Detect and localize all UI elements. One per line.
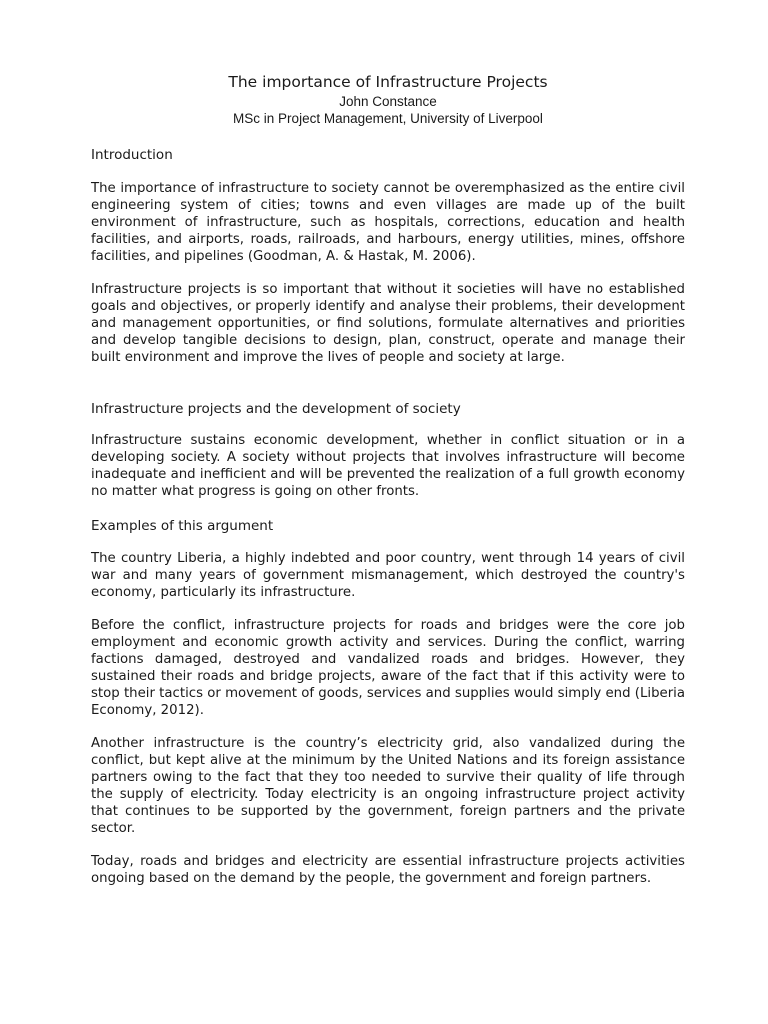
heading-development-of-society: Infrastructure projects and the development of society xyxy=(91,401,461,417)
heading-introduction: Introduction xyxy=(91,147,173,163)
paragraph-intro-2: Infrastructure projects is so important that without it societies will have no established goals and objectives, or properly identify and analyse their problems, their development and management opportunities, or find solutions, formulate alternatives and priorities and develop tangible decisions to design, plan, construct, operate and manage their built environment and improve the lives of people and society at large. xyxy=(91,282,685,365)
paragraph-development: Infrastructure sustains economic development, whether in conflict situation or in a developing society. A society without projects that involves infrastructure will become inadequate and inefficient and will be prevented the realization of a full growth economy no matter what progress is going on other fronts. xyxy=(91,433,685,499)
heading-examples: Examples of this argument xyxy=(91,518,274,534)
document-title: The importance of Infrastructure Projects xyxy=(228,73,548,91)
paragraph-liberia: The country Liberia, a highly indebted and poor country, went through 14 years of civil war and many years of government mismanagement, which destroyed the country's economy, particularly its infrastructure. xyxy=(91,551,685,600)
paragraph-intro-1: The importance of infrastructure to society cannot be overemphasized as the entire civil engineering system of cities; towns and even villages are made up of the built environment of infrastructure, such as hospitals, corrections, education and health facilities, and airports, roads, railroads, and harbours, energy utilities, mines, offshore facilities, and pipelines (Goodman, A. & Hastak, M. 2006). xyxy=(91,181,685,264)
author-affiliation: MSc in Project Management, University of Liverpool xyxy=(233,111,543,126)
paragraph-before-conflict: Before the conflict, infrastructure projects for roads and bridges were the core job employment and economic growth activity and services. During the conflict, warring factions damaged, destroyed and vandalized roads and bridges. However, they sustained their roads and bridge projects, aware of the fact that if this activity were to stop their tactics or movement of goods, services and supplies would simply end (Liberia Economy, 2012). xyxy=(91,618,685,718)
paragraph-today: Today, roads and bridges and electricity are essential infrastructure projects activities ongoing based on the demand by the people, the government and foreign partners. xyxy=(91,854,685,886)
paragraph-electricity: Another infrastructure is the country’s electricity grid, also vandalized during the conflict, but kept alive at the minimum by the United Nations and its foreign assistance partners owing to the fact that they too needed to survive their quality of life through the supply of electricity. Today electricity is an ongoing infrastructure project activity that continues to be supported by the government, foreign partners and the private sector. xyxy=(91,736,685,836)
author-name: John Constance xyxy=(339,94,437,109)
